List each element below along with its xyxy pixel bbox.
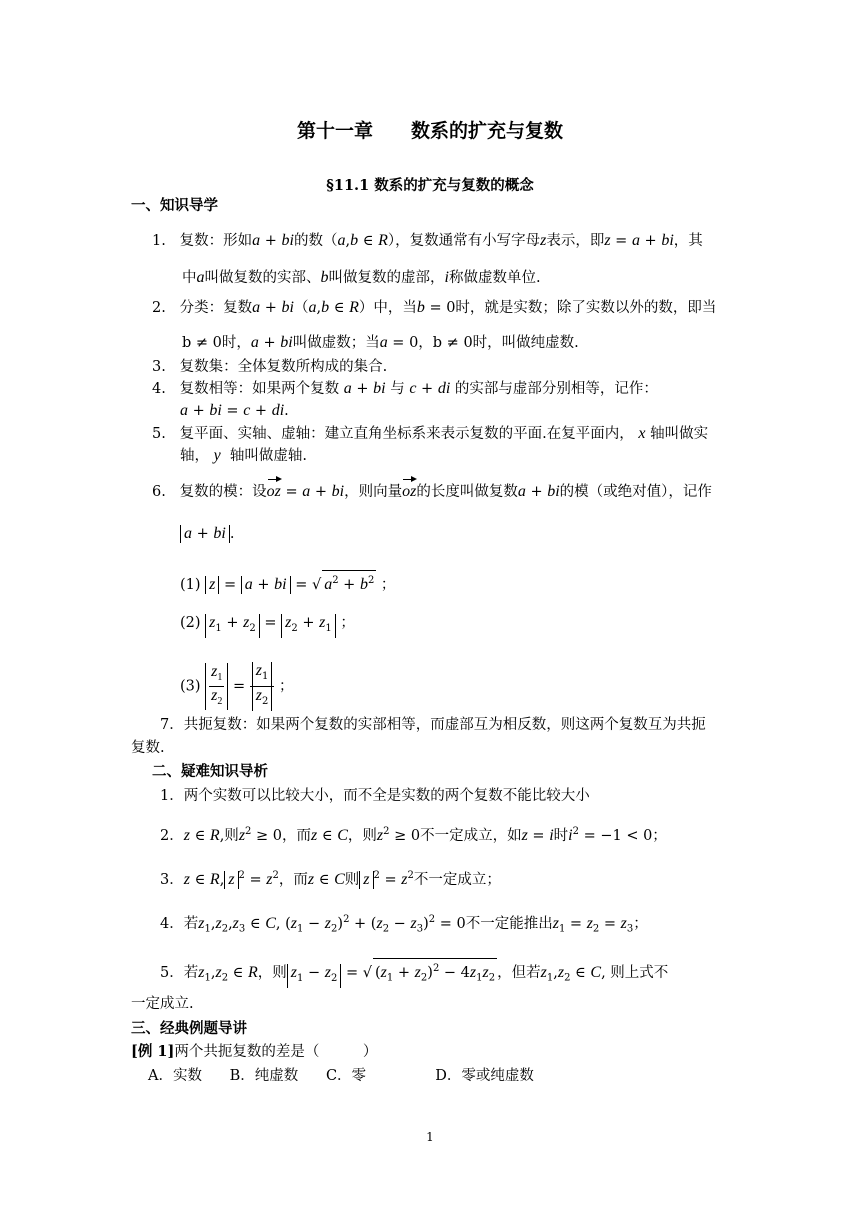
item-number: 1. [152,233,166,249]
item4-line2: a + bi = c + di. [180,402,289,419]
item4-line1: 4. 复数相等：如果两个复数 a + bi 与 c + di 的实部与虚部分别相等，记作： [152,380,658,397]
formula-3: (3) $\frac{z_1}{z_2}$ = $\frac{z_1}{z_2}$ ； [180,662,293,711]
item7-line1: 7．共扼复数：如果两个复数的实部相等，而虚部互为相反数，则这两个复数互为共扼 [160,717,706,733]
example-label: [例 1] [131,1043,175,1060]
item-number: 2. [152,300,166,316]
item1-line1: 1. 复数：形如a + bi的数（a,b ∈ R），复数通常有小写字母z表示，即z = a + bi，其 [152,232,703,249]
item1-line2: 中a叫做复数的实部、b叫做复数的虚部，i称做虚数单位. [182,269,541,286]
item-number: 4. [152,381,166,397]
item3: 3. 复数集：全体复数所构成的集合. [152,359,388,375]
item6-line2: a + bi . [180,524,234,544]
item7-line2: 复数. [131,740,165,756]
difficulty-1: 1．两个实数可以比较大小，而不全是实数的两个复数不能比较大小 [160,788,590,804]
difficulty-2: 2．z ∈ R,则$z^2 \ge 0$，而z ∈ C，则$z^2 \ge 0$不一定成立，如z = i时$i^2 = -1 < 0$； [160,826,667,844]
example-text: 两个共扼复数的差是（ ） [174,1044,378,1060]
item-number: 3. [152,359,166,375]
item2-line1: 2. 分类：复数a + bi（a,b ∈ R）中，当b = 0时，就是实数；除了实数以外的数，即当 [152,299,717,316]
page-number: 1 [426,1130,434,1144]
option-c: C．零 [325,1068,367,1084]
option-a: A．实数 [148,1068,202,1084]
option-b: B．纯虚数 [229,1068,299,1084]
item6-line1: 6. 复数的模：设oz = a + bi，则向量oz的长度叫做复数a + bi的模（或绝对值），记作 [152,483,712,500]
item5-line1: 5. 复平面、实轴、虚轴：建立直角坐标系来表示复数的平面.在复平面内， x 轴叫做实 [152,425,709,442]
example-options [148,1066,534,1086]
item2-line2: b ≠ 0时，a + bi叫做虚数；当a = 0，b ≠ 0时，叫做纯虚数. [182,334,579,351]
section2-heading: 二、疑难知识导析 [152,763,268,780]
difficulty-5-cont: 一定成立. [131,996,194,1012]
example-1 [131,1042,377,1062]
formula-2: (2) $z_1 + z_2 = z_2 + z_1$ ； [180,613,355,638]
difficulty-5: 5．若$z_1,z_2$ ∈ R，则 $z_1 - z_2$ = √ $(z_1 + z_2)^2 - 4z_1z_2$ ，但若$z_1,z_2$ ∈ C, 则上式不 [160,958,668,989]
section3-heading: 三、经典例题导讲 [131,1020,247,1037]
formula-1: (1) z = a + bi = √ $a^2 + b^2$ ； [180,570,395,595]
item5-line2: 轴， y 轴叫做虚轴. [180,447,308,464]
option-d: D．零或纯虚数 [435,1068,534,1084]
section-title: §11.1 数系的扩充与复数的概念 [326,177,534,194]
item-number: 6. [152,484,166,500]
chapter-title: 第十一章 数系的扩充与复数 [296,120,563,142]
item-number: 5. [152,426,166,442]
section1-heading: 一、知识导学 [131,197,218,214]
difficulty-4: 4．若$z_1,z_2,z_3$ ∈ C, $(z_1 - z_2)^2 + (z_2 - z_3)^2 = 0$不一定能推出$z_1 = z_2 = z_3$； [160,914,648,935]
difficulty-3: 3．z ∈ R, z $^2 = z^2$，而z ∈ C则 z $^2 = z^2$不一定成立； [160,870,501,888]
